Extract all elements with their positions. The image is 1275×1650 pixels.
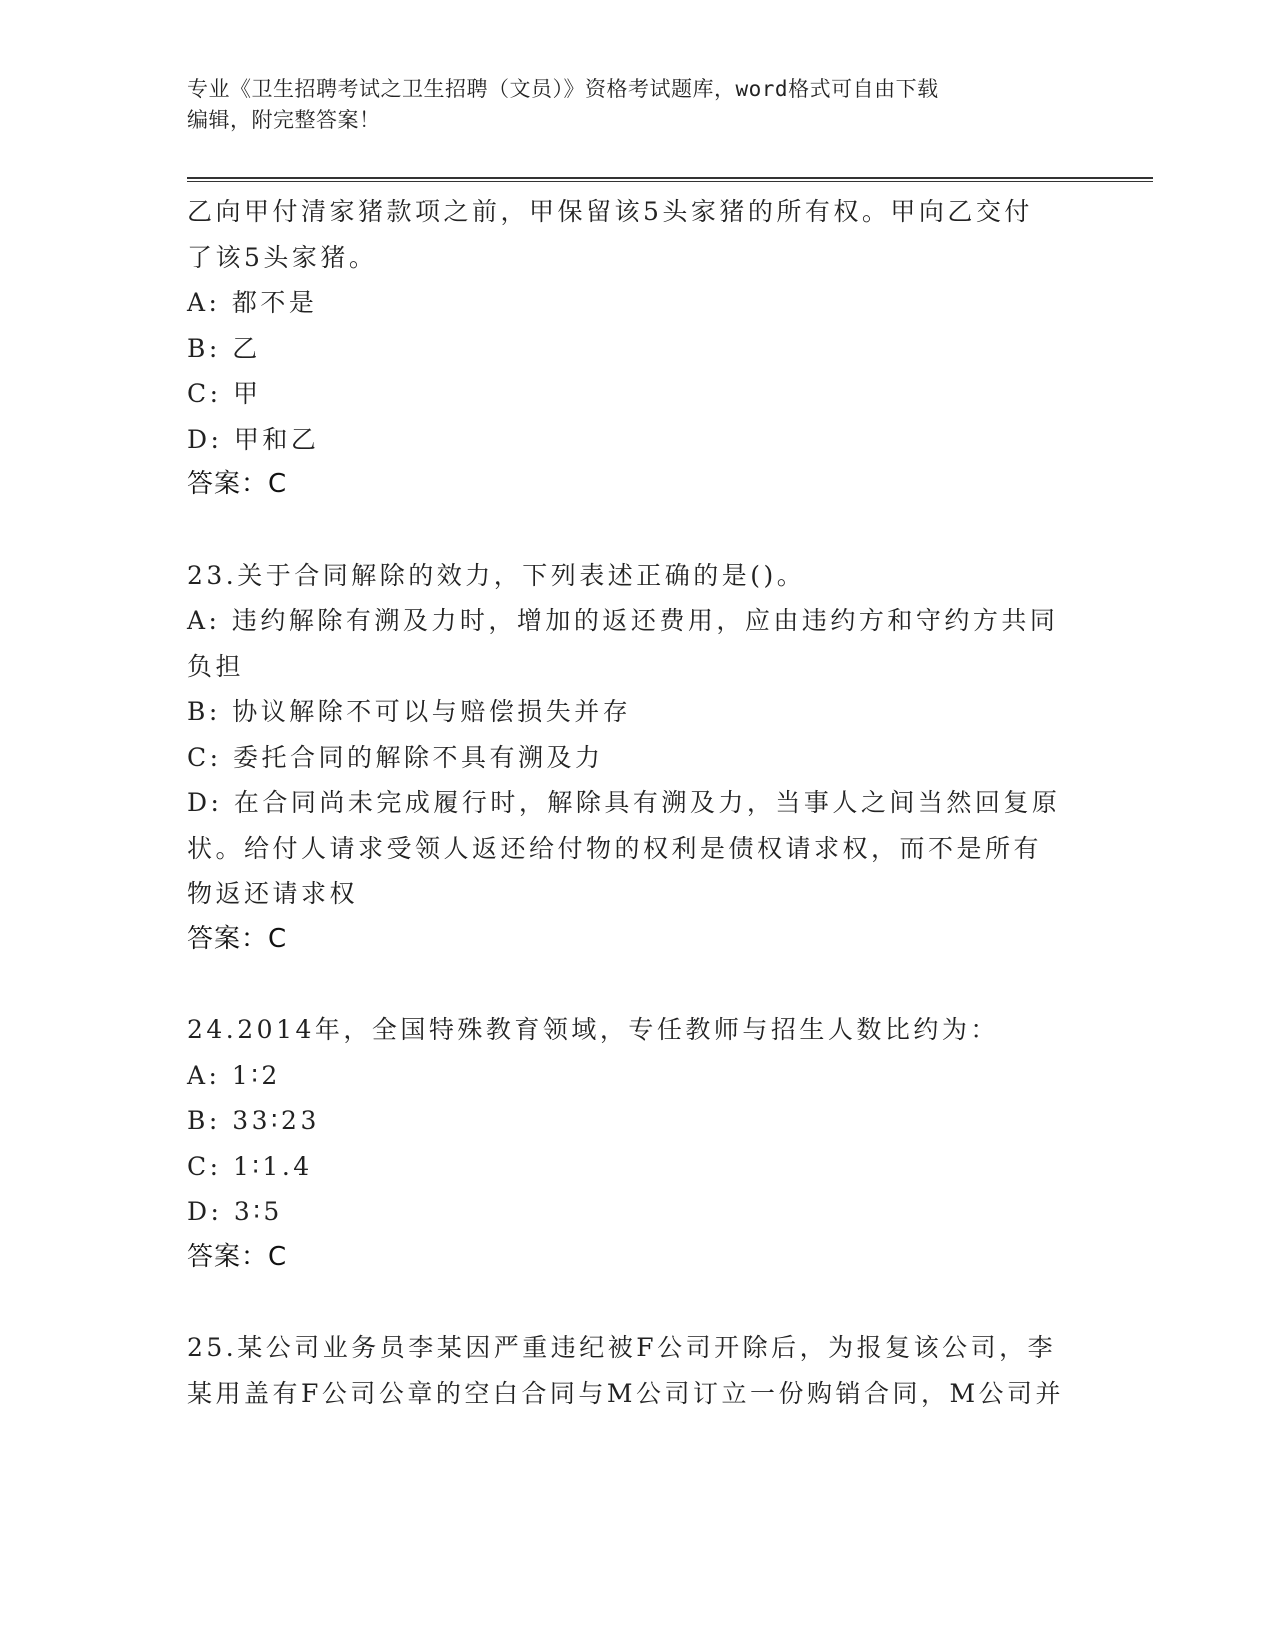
option-b: B: 协议解除不可以与赔偿损失并存: [187, 697, 632, 726]
question-stem-line: 某用盖有F公司公章的空白合同与M公司订立一份购销合同，M公司并: [187, 1378, 1065, 1408]
question-content: [187, 189, 1087, 1416]
header-line-1: 专业《卫生招聘考试之卫生招聘（文员）》资格考试题库，word格式可自由下载: [187, 77, 939, 101]
header-divider-thick: [187, 177, 1153, 179]
question-22: [187, 189, 1087, 508]
option-c: C: 1∶1.4: [187, 1151, 313, 1181]
option-d: D: 在合同尚未完成履行时，解除具有溯及力，当事人之间当然回复原: [187, 788, 1061, 817]
option-b: B: 33∶23: [187, 1106, 320, 1135]
question-24: [187, 1007, 1087, 1280]
option-c: C: 委托合同的解除不具有溯及力: [187, 742, 604, 772]
question-25: [187, 1325, 1087, 1416]
question-stem-line: 24.2014年，全国特殊教育领域，专任教师与招生人数比约为：: [187, 1015, 999, 1044]
header-line-2: 编辑，附完整答案！: [187, 108, 381, 132]
option-c: C: 甲: [187, 379, 262, 408]
option-a: A: 违约解除有溯及力时，增加的返还费用，应由违约方和守约方共同: [187, 606, 1059, 635]
option-a: A: 都不是: [187, 288, 318, 317]
header-divider-thin: [187, 181, 1153, 182]
question-23: [187, 553, 1087, 963]
spacer: [187, 508, 1087, 553]
spacer: [187, 1280, 1087, 1325]
option-d-continued: 状。给付人请求受领人返还给付物的权利是债权请求权，而不是所有: [187, 833, 1043, 863]
option-d: D: 3∶5: [187, 1197, 283, 1226]
option-a: A: 1∶2: [187, 1060, 281, 1090]
question-stem-line: 了该5头家猪。: [187, 242, 378, 272]
option-d: D: 甲和乙: [187, 424, 320, 454]
page-header: [187, 74, 1087, 136]
option-d-continued: 物返还请求权: [187, 879, 359, 908]
answer-line: 答案：C: [187, 1241, 288, 1272]
spacer: [187, 962, 1087, 1007]
option-b: B: 乙: [187, 333, 261, 363]
question-stem-line: 25.某公司业务员李某因严重违纪被F公司开除后，为报复该公司，李: [187, 1333, 1057, 1362]
question-stem-line: 23.关于合同解除的效力，下列表述正确的是()。: [187, 560, 806, 590]
question-stem-line: 乙向甲付清家猪款项之前，甲保留该5头家猪的所有权。甲向乙交付: [187, 197, 1033, 226]
answer-line: 答案：C: [187, 923, 288, 954]
option-a-continued: 负担: [187, 651, 245, 681]
answer-line: 答案：C: [187, 469, 288, 499]
